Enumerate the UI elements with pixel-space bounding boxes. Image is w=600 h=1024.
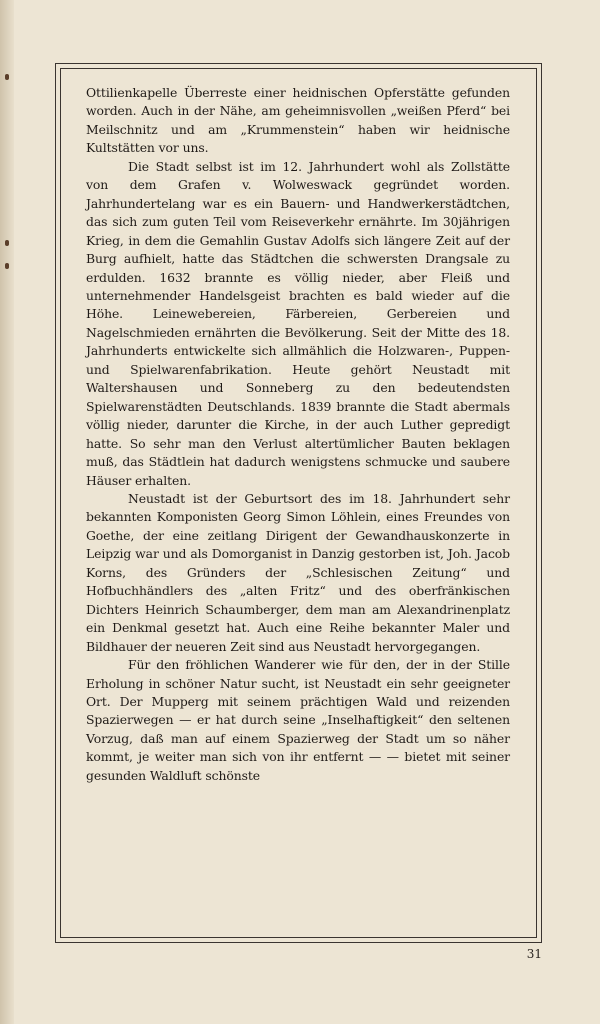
binding-mark xyxy=(5,263,9,269)
paragraph-4: Für den fröhlichen Wanderer wie für den, der in der Stille Erholung in schöner Natur sucht, ist Neustadt ein sehr geeigneter Ort. Der Mupperg mit seinem prächtigen Wald und reizenden Spazierwegen — er hat durch seine „Inselhaftigkeit“ den seltenen Vorzug, daß man auf einem Spazierweg der Stadt um so näher kommt, je weiter man sich von ihr entfernt — — bietet mit seiner gesunden Waldluft schönste xyxy=(86,657,510,783)
page-number: 31 xyxy=(526,947,542,961)
book-spine-shadow xyxy=(0,0,14,1024)
paragraph-2: Die Stadt selbst ist im 12. Jahrhundert wohl als Zollstätte von dem Grafen v. Wolweswack gegründet worden. Jahrhundertelang war es ein Bauern- und Handwerkerstädtchen, das sich zum guten Teil vom Reiseverkehr ernährte. Im 30jährigen Krieg, in dem die Gemahlin Gustav Adolfs sich längere Zeit auf der Burg aufhielt, hatte das Städtchen die schwersten Drangsale zu erdulden. 1632 brannte es völlig nieder, aber Fleiß und unternehmender Handelsgeist brachten es bald wieder auf die Höhe. Leinewebereien, Färbereien, Gerbereien und Nagelschmieden ernährten die Bevölkerung. Seit der Mitte des 18. Jahrhunderts entwickelte sich allmählich die Holzwaren-, Puppen- und Spielwarenfabrikation. Heute gehört Neustadt mit Waltershausen und Sonneberg zu den bedeutendsten Spielwarenstädten Deutschlands. 1839 brannte die Stadt abermals völlig nieder, darunter die Kirche, in der auch Luther gepredigt hatte. So sehr man den Verlust altertümlicher Bauten beklagen muß, das Städtlein hat dadurch wenigstens schmucke und saubere Häuser erhalten. xyxy=(86,158,510,488)
binding-mark xyxy=(5,240,9,246)
paragraph-3: Neustadt ist der Geburtsort des im 18. Jahrhundert sehr bekannten Komponisten Georg Simon Löhlein, eines Freundes von Goethe, der eine zeitlang Dirigent der Gewandhauskonzerte in Leipzig war und als Domorganist in Danzig gestorben ist, Joh. Jacob Korns, des Gründers der „Schlesischen Zeitung“ und Hofbuchhändlers des „alten Fritz“ und des oberfränkischen Dichters Heinrich Schaumberger, dem man am Alexandrinenplatz ein Denkmal gesetzt hat. Auch eine Reihe bekannter Maler und Bildhauer der neueren Zeit sind aus Neustadt hervorgegangen. xyxy=(86,490,510,654)
binding-mark xyxy=(5,74,9,80)
body-text xyxy=(86,84,510,785)
paragraph-1: Ottilienkapelle Überreste einer heidnischen Opferstätte gefunden worden. Auch in der Nähe, am geheimnisvollen „weißen Pferd“ bei Meilschnitz und am „Krummenstein“ haben wir heidnische Kultstätten vor uns. xyxy=(86,85,510,156)
